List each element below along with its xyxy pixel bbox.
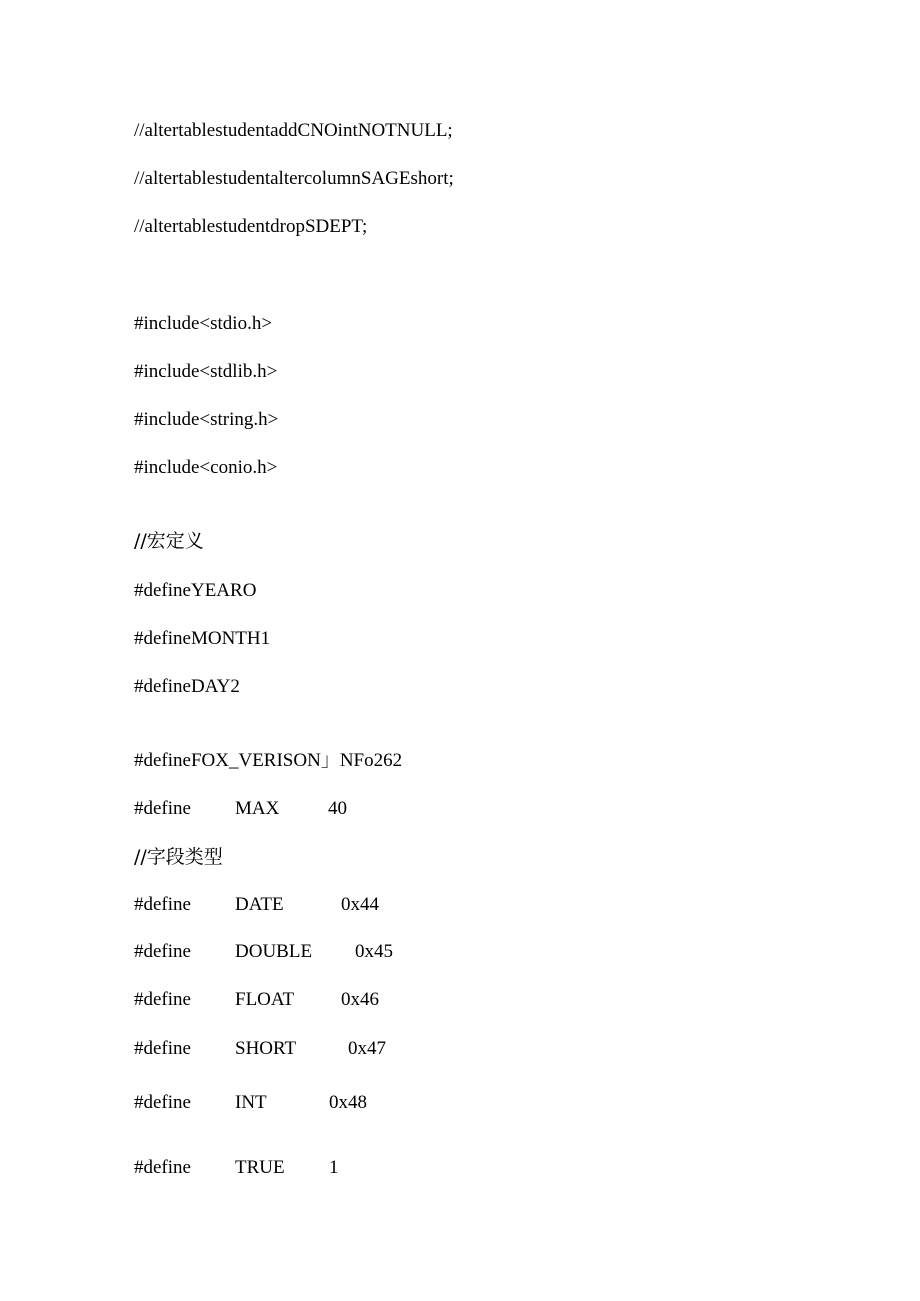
- field-define-line: [134, 1037, 534, 1061]
- field-define-line: [134, 1091, 534, 1115]
- field-define-line: [134, 893, 534, 917]
- define-keyword: #define: [134, 989, 191, 1010]
- macro-definition-comment: //宏定义: [134, 530, 204, 552]
- code-comment-line: //altertablestudentaddCNOintNOTNULL;: [134, 120, 453, 141]
- version-define-line: #defineFOX_VERISON」NFo262: [134, 750, 403, 771]
- include-line: #include<string.h>: [134, 409, 279, 430]
- define-name: FLOAT: [235, 989, 295, 1010]
- field-type-comment: //字段类型: [134, 846, 223, 868]
- field-define-line: [134, 988, 534, 1012]
- include-line: #include<stdlib.h>: [134, 361, 278, 382]
- max-define-line: [134, 797, 534, 821]
- include-line: #include<stdio.h>: [134, 313, 273, 334]
- define-line: #defineMONTH1: [134, 628, 271, 649]
- define-line: #defineDAY2: [134, 676, 240, 697]
- define-value: 40: [328, 798, 347, 819]
- define-name: SHORT: [235, 1038, 297, 1059]
- define-name: TRUE: [235, 1157, 285, 1178]
- define-value: 0x44: [341, 894, 379, 915]
- define-value: 0x47: [348, 1038, 386, 1059]
- define-keyword: #define: [134, 1092, 191, 1113]
- code-comment-line: //altertablestudentaltercolumnSAGEshort;: [134, 168, 454, 189]
- define-keyword: #define: [134, 941, 191, 962]
- define-keyword: #define: [134, 894, 191, 915]
- define-name: MAX: [235, 798, 280, 819]
- define-name: DATE: [235, 894, 284, 915]
- include-line: #include<conio.h>: [134, 457, 278, 478]
- field-define-line: [134, 940, 534, 964]
- define-value: 0x48: [329, 1092, 367, 1113]
- define-keyword: #define: [134, 798, 191, 819]
- define-value: 1: [329, 1157, 339, 1178]
- define-line: #defineYEARO: [134, 580, 257, 601]
- true-define-line: [134, 1156, 534, 1180]
- define-keyword: #define: [134, 1157, 191, 1178]
- code-comment-line: //altertablestudentdropSDEPT;: [134, 216, 368, 237]
- define-value: 0x45: [355, 941, 393, 962]
- define-name: DOUBLE: [235, 941, 313, 962]
- define-name: INT: [235, 1092, 267, 1113]
- define-value: 0x46: [341, 989, 379, 1010]
- define-keyword: #define: [134, 1038, 191, 1059]
